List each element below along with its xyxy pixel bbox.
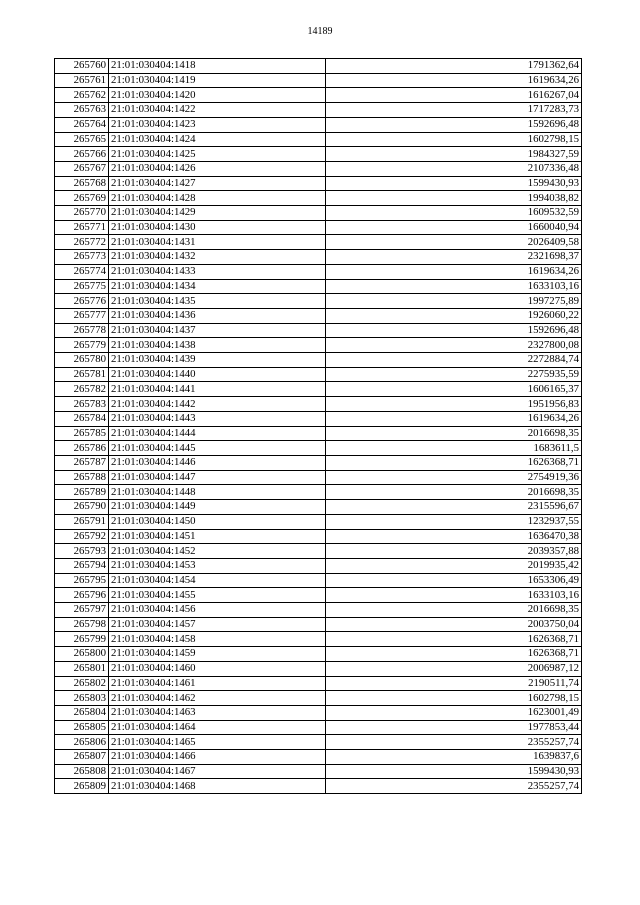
cadastral-number-cell: 21:01:030404:1454 — [109, 573, 326, 588]
cadastral-value-cell: 1626368,71 — [326, 632, 582, 647]
row-number-cell: 265767 — [55, 161, 109, 176]
cadastral-number-cell: 21:01:030404:1444 — [109, 426, 326, 441]
cadastral-number-cell: 21:01:030404:1432 — [109, 250, 326, 265]
row-number-cell: 265760 — [55, 59, 109, 74]
table-row — [55, 411, 582, 426]
cadastral-value-cell: 2355257,74 — [326, 779, 582, 794]
table-row — [55, 250, 582, 265]
cadastral-number-cell: 21:01:030404:1427 — [109, 176, 326, 191]
table-row — [55, 294, 582, 309]
cadastral-number-cell: 21:01:030404:1449 — [109, 500, 326, 515]
table-row — [55, 500, 582, 515]
cadastral-number-cell: 21:01:030404:1429 — [109, 206, 326, 221]
cadastral-value-cell: 1626368,71 — [326, 455, 582, 470]
table-row — [55, 661, 582, 676]
cadastral-number-cell: 21:01:030404:1445 — [109, 441, 326, 456]
cadastral-number-cell: 21:01:030404:1446 — [109, 455, 326, 470]
row-number-cell: 265795 — [55, 573, 109, 588]
cadastral-value-cell: 2327800,08 — [326, 338, 582, 353]
row-number-cell: 265807 — [55, 750, 109, 765]
cadastral-number-cell: 21:01:030404:1425 — [109, 147, 326, 162]
cadastral-number-cell: 21:01:030404:1457 — [109, 617, 326, 632]
table-row — [55, 735, 582, 750]
cadastral-value-cell: 1599430,93 — [326, 764, 582, 779]
row-number-cell: 265796 — [55, 588, 109, 603]
cadastral-number-cell: 21:01:030404:1447 — [109, 470, 326, 485]
cadastral-number-cell: 21:01:030404:1463 — [109, 705, 326, 720]
cadastral-number-cell: 21:01:030404:1458 — [109, 632, 326, 647]
cadastral-value-cell: 1791362,64 — [326, 59, 582, 74]
cadastral-value-table — [54, 58, 582, 794]
cadastral-number-cell: 21:01:030404:1462 — [109, 691, 326, 706]
cadastral-number-cell: 21:01:030404:1466 — [109, 750, 326, 765]
table-row — [55, 220, 582, 235]
row-number-cell: 265782 — [55, 382, 109, 397]
row-number-cell: 265805 — [55, 720, 109, 735]
cadastral-value-cell: 1616267,04 — [326, 88, 582, 103]
cadastral-value-cell: 2315596,67 — [326, 500, 582, 515]
cadastral-number-cell: 21:01:030404:1464 — [109, 720, 326, 735]
table-row — [55, 279, 582, 294]
cadastral-number-cell: 21:01:030404:1428 — [109, 191, 326, 206]
row-number-cell: 265802 — [55, 676, 109, 691]
cadastral-value-cell: 1619634,26 — [326, 411, 582, 426]
table-row — [55, 764, 582, 779]
cadastral-number-cell: 21:01:030404:1422 — [109, 103, 326, 118]
cadastral-number-cell: 21:01:030404:1441 — [109, 382, 326, 397]
row-number-cell: 265786 — [55, 441, 109, 456]
row-number-cell: 265778 — [55, 323, 109, 338]
cadastral-number-cell: 21:01:030404:1452 — [109, 544, 326, 559]
cadastral-value-cell: 2003750,04 — [326, 617, 582, 632]
row-number-cell: 265773 — [55, 250, 109, 265]
cadastral-number-cell: 21:01:030404:1420 — [109, 88, 326, 103]
cadastral-number-cell: 21:01:030404:1423 — [109, 117, 326, 132]
row-number-cell: 265775 — [55, 279, 109, 294]
row-number-cell: 265801 — [55, 661, 109, 676]
cadastral-number-cell: 21:01:030404:1450 — [109, 514, 326, 529]
row-number-cell: 265793 — [55, 544, 109, 559]
table-row — [55, 367, 582, 382]
cadastral-value-cell: 1623001,49 — [326, 705, 582, 720]
table-row — [55, 603, 582, 618]
cadastral-value-cell: 2026409,58 — [326, 235, 582, 250]
row-number-cell: 265783 — [55, 397, 109, 412]
row-number-cell: 265804 — [55, 705, 109, 720]
cadastral-number-cell: 21:01:030404:1467 — [109, 764, 326, 779]
row-number-cell: 265781 — [55, 367, 109, 382]
cadastral-value-cell: 1660040,94 — [326, 220, 582, 235]
table-row — [55, 397, 582, 412]
cadastral-number-cell: 21:01:030404:1437 — [109, 323, 326, 338]
cadastral-number-cell: 21:01:030404:1456 — [109, 603, 326, 618]
table-row — [55, 176, 582, 191]
table-row — [55, 573, 582, 588]
row-number-cell: 265794 — [55, 558, 109, 573]
row-number-cell: 265791 — [55, 514, 109, 529]
table-row — [55, 632, 582, 647]
cadastral-value-cell: 2016698,35 — [326, 426, 582, 441]
table-row — [55, 558, 582, 573]
row-number-cell: 265808 — [55, 764, 109, 779]
cadastral-value-cell: 1683611,5 — [326, 441, 582, 456]
cadastral-value-cell: 1619634,26 — [326, 264, 582, 279]
cadastral-value-cell: 1633103,16 — [326, 279, 582, 294]
table-row — [55, 382, 582, 397]
cadastral-value-cell: 2754919,36 — [326, 470, 582, 485]
row-number-cell: 265798 — [55, 617, 109, 632]
cadastral-number-cell: 21:01:030404:1431 — [109, 235, 326, 250]
cadastral-value-cell: 2006987,12 — [326, 661, 582, 676]
cadastral-number-cell: 21:01:030404:1436 — [109, 308, 326, 323]
row-number-cell: 265761 — [55, 73, 109, 88]
cadastral-number-cell: 21:01:030404:1451 — [109, 529, 326, 544]
cadastral-value-cell: 1592696,48 — [326, 323, 582, 338]
cadastral-number-cell: 21:01:030404:1448 — [109, 485, 326, 500]
row-number-cell: 265784 — [55, 411, 109, 426]
table-row — [55, 441, 582, 456]
table-row — [55, 191, 582, 206]
cadastral-value-cell: 1984327,59 — [326, 147, 582, 162]
cadastral-value-cell: 1926060,22 — [326, 308, 582, 323]
cadastral-value-cell: 2016698,35 — [326, 603, 582, 618]
table-row — [55, 617, 582, 632]
row-number-cell: 265768 — [55, 176, 109, 191]
cadastral-number-cell: 21:01:030404:1443 — [109, 411, 326, 426]
cadastral-value-cell: 1619634,26 — [326, 73, 582, 88]
table-row — [55, 353, 582, 368]
cadastral-value-cell: 1639837,6 — [326, 750, 582, 765]
row-number-cell: 265774 — [55, 264, 109, 279]
table-row — [55, 647, 582, 662]
row-number-cell: 265803 — [55, 691, 109, 706]
table-row — [55, 206, 582, 221]
cadastral-value-cell: 1232937,55 — [326, 514, 582, 529]
table-row — [55, 529, 582, 544]
cadastral-number-cell: 21:01:030404:1438 — [109, 338, 326, 353]
cadastral-number-cell: 21:01:030404:1465 — [109, 735, 326, 750]
table-row — [55, 308, 582, 323]
cadastral-value-cell: 2019935,42 — [326, 558, 582, 573]
table-row — [55, 338, 582, 353]
cadastral-number-cell: 21:01:030404:1468 — [109, 779, 326, 794]
row-number-cell: 265788 — [55, 470, 109, 485]
cadastral-value-cell: 2275935,59 — [326, 367, 582, 382]
cadastral-value-cell: 2039357,88 — [326, 544, 582, 559]
cadastral-value-cell: 1951956,83 — [326, 397, 582, 412]
table-row — [55, 514, 582, 529]
row-number-cell: 265771 — [55, 220, 109, 235]
table-row — [55, 161, 582, 176]
cadastral-value-cell: 2016698,35 — [326, 485, 582, 500]
row-number-cell: 265764 — [55, 117, 109, 132]
row-number-cell: 265770 — [55, 206, 109, 221]
row-number-cell: 265762 — [55, 88, 109, 103]
row-number-cell: 265797 — [55, 603, 109, 618]
table-row — [55, 88, 582, 103]
row-number-cell: 265800 — [55, 647, 109, 662]
row-number-cell: 265806 — [55, 735, 109, 750]
table-row — [55, 705, 582, 720]
cadastral-number-cell: 21:01:030404:1442 — [109, 397, 326, 412]
cadastral-value-cell: 1636470,38 — [326, 529, 582, 544]
row-number-cell: 265765 — [55, 132, 109, 147]
cadastral-number-cell: 21:01:030404:1453 — [109, 558, 326, 573]
cadastral-number-cell: 21:01:030404:1439 — [109, 353, 326, 368]
row-number-cell: 265787 — [55, 455, 109, 470]
cadastral-number-cell: 21:01:030404:1440 — [109, 367, 326, 382]
cadastral-number-cell: 21:01:030404:1424 — [109, 132, 326, 147]
cadastral-value-cell: 1633103,16 — [326, 588, 582, 603]
table-row — [55, 470, 582, 485]
row-number-cell: 265777 — [55, 308, 109, 323]
cadastral-value-cell: 1977853,44 — [326, 720, 582, 735]
table-row — [55, 544, 582, 559]
row-number-cell: 265769 — [55, 191, 109, 206]
cadastral-number-cell: 21:01:030404:1434 — [109, 279, 326, 294]
row-number-cell: 265763 — [55, 103, 109, 118]
row-number-cell: 265792 — [55, 529, 109, 544]
cadastral-number-cell: 21:01:030404:1418 — [109, 59, 326, 74]
row-number-cell: 265809 — [55, 779, 109, 794]
row-number-cell: 265790 — [55, 500, 109, 515]
cadastral-value-cell: 1592696,48 — [326, 117, 582, 132]
cadastral-value-cell: 1599430,93 — [326, 176, 582, 191]
cadastral-number-cell: 21:01:030404:1460 — [109, 661, 326, 676]
cadastral-value-cell: 2321698,37 — [326, 250, 582, 265]
table-row — [55, 117, 582, 132]
table-row — [55, 59, 582, 74]
row-number-cell: 265799 — [55, 632, 109, 647]
cadastral-value-cell: 1653306,49 — [326, 573, 582, 588]
table-row — [55, 235, 582, 250]
cadastral-value-cell: 1994038,82 — [326, 191, 582, 206]
table-row — [55, 103, 582, 118]
row-number-cell: 265776 — [55, 294, 109, 309]
table-row — [55, 426, 582, 441]
cadastral-number-cell: 21:01:030404:1455 — [109, 588, 326, 603]
cadastral-number-cell: 21:01:030404:1426 — [109, 161, 326, 176]
table-row — [55, 750, 582, 765]
table-row — [55, 132, 582, 147]
row-number-cell: 265772 — [55, 235, 109, 250]
row-number-cell: 265785 — [55, 426, 109, 441]
cadastral-value-cell: 1997275,89 — [326, 294, 582, 309]
cadastral-value-cell: 1626368,71 — [326, 647, 582, 662]
table-row — [55, 455, 582, 470]
table-row — [55, 264, 582, 279]
row-number-cell: 265766 — [55, 147, 109, 162]
table-row — [55, 147, 582, 162]
table-row — [55, 323, 582, 338]
table-row — [55, 691, 582, 706]
cadastral-number-cell: 21:01:030404:1461 — [109, 676, 326, 691]
cadastral-value-cell: 2355257,74 — [326, 735, 582, 750]
cadastral-number-cell: 21:01:030404:1459 — [109, 647, 326, 662]
table-row — [55, 720, 582, 735]
table-row — [55, 73, 582, 88]
row-number-cell: 265789 — [55, 485, 109, 500]
row-number-cell: 265780 — [55, 353, 109, 368]
table-row — [55, 676, 582, 691]
cadastral-number-cell: 21:01:030404:1419 — [109, 73, 326, 88]
cadastral-value-cell: 1606165,37 — [326, 382, 582, 397]
table-row — [55, 779, 582, 794]
cadastral-value-cell: 1717283,73 — [326, 103, 582, 118]
cadastral-value-cell: 1602798,15 — [326, 132, 582, 147]
cadastral-value-cell: 2190511,74 — [326, 676, 582, 691]
cadastral-number-cell: 21:01:030404:1430 — [109, 220, 326, 235]
cadastral-number-cell: 21:01:030404:1433 — [109, 264, 326, 279]
table-row — [55, 485, 582, 500]
cadastral-value-cell: 2272884,74 — [326, 353, 582, 368]
page-number: 14189 — [307, 26, 333, 37]
cadastral-value-cell: 1602798,15 — [326, 691, 582, 706]
cadastral-number-cell: 21:01:030404:1435 — [109, 294, 326, 309]
cadastral-value-cell: 2107336,48 — [326, 161, 582, 176]
table-row — [55, 588, 582, 603]
row-number-cell: 265779 — [55, 338, 109, 353]
cadastral-value-cell: 1609532,59 — [326, 206, 582, 221]
table-body — [55, 59, 582, 794]
